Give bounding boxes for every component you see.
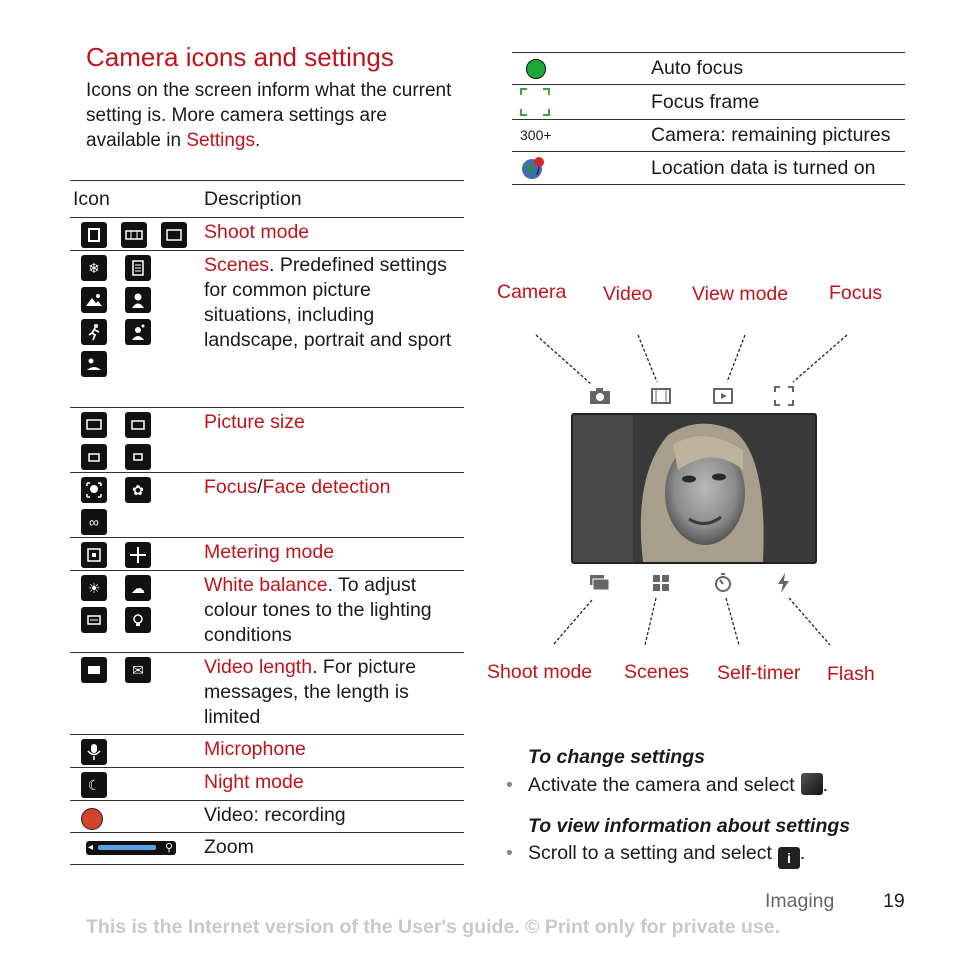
- label-focus: Focus: [829, 282, 883, 304]
- view-mode-icon: [712, 385, 734, 407]
- info-icon[interactable]: i: [778, 847, 800, 869]
- label-video: Video: [603, 283, 653, 305]
- zoom-text: Zoom: [204, 836, 254, 858]
- focus-frame-text: Focus frame: [651, 85, 905, 120]
- daylight-icon: ☀: [81, 575, 107, 601]
- auto-focus-text: Auto focus: [651, 53, 905, 85]
- portrait-image: [573, 415, 815, 562]
- label-self-timer: Self-timer: [717, 662, 801, 684]
- label-shoot-mode: Shoot mode: [487, 661, 593, 683]
- night-mode-icon: ☾: [81, 772, 107, 798]
- camera-icon: [589, 385, 611, 407]
- change-settings-step: • Activate the camera and select .: [506, 774, 829, 796]
- settings-link[interactable]: Settings: [186, 130, 255, 151]
- picture-size-link[interactable]: Picture size: [204, 411, 305, 433]
- label-flash: Flash: [827, 663, 875, 685]
- col-desc-header: Description: [204, 181, 464, 218]
- shoot-mode-icon: [589, 572, 611, 594]
- view-info-step: • Scroll to a setting and select i .: [506, 842, 805, 869]
- intro-end: .: [255, 130, 261, 151]
- video-icon: [650, 385, 672, 407]
- scenes-icon: [650, 572, 672, 594]
- page-title: Camera icons and settings: [86, 42, 394, 72]
- scene-snow-icon: ❄: [81, 255, 107, 281]
- remaining-count: 300+: [512, 120, 651, 152]
- infinity-focus-icon: ∞: [81, 509, 107, 535]
- metering-mode-link[interactable]: Metering mode: [204, 541, 335, 563]
- change-settings-end: .: [822, 774, 829, 796]
- face-detection-link[interactable]: Face detection: [262, 476, 391, 498]
- white-balance-link[interactable]: White balance: [204, 574, 328, 596]
- zoom-bar-icon: ◂ ⚲: [86, 841, 176, 855]
- shoot-mode-link[interactable]: Shoot mode: [204, 221, 310, 243]
- label-camera: Camera: [497, 281, 567, 303]
- focus-link[interactable]: Focus: [204, 476, 258, 498]
- focus-icon: [773, 385, 795, 407]
- intro-text: Icons on the screen inform what the current setting is. More camera settings are available in: [86, 80, 452, 151]
- video-length-desc: . For picture messages, the length is limited: [204, 656, 417, 728]
- scenes-desc: . Predefined settings for common picture situations, including landscape, portrait and sport: [204, 254, 452, 351]
- microphone-link[interactable]: Microphone: [204, 738, 306, 760]
- video-recording-text: Video: recording: [204, 804, 346, 826]
- change-settings-heading: To change settings: [528, 746, 705, 768]
- flash-icon: [773, 572, 795, 594]
- cloudy-icon: ☁: [125, 575, 151, 601]
- page-number: 19: [883, 890, 905, 912]
- footer-note: This is the Internet version of the User's guide. © Print only for private use.: [86, 916, 781, 938]
- white-balance-desc: . To adjust colour tones to the lighting conditions: [204, 574, 432, 646]
- change-settings-text: Activate the camera and select: [528, 774, 795, 796]
- viewfinder-photo: [571, 413, 817, 564]
- footer-section: Imaging: [765, 890, 835, 912]
- video-length-link[interactable]: Video length: [204, 656, 313, 678]
- video-length-mms-icon: ✉: [125, 657, 151, 683]
- label-scenes: Scenes: [624, 661, 690, 683]
- scenes-link[interactable]: Scenes: [204, 254, 270, 276]
- remaining-pictures-text: Camera: remaining pictures: [651, 120, 905, 152]
- view-info-heading: To view information about settings: [528, 815, 851, 837]
- label-view-mode: View mode: [692, 283, 789, 305]
- view-info-text: Scroll to a setting and select: [528, 842, 772, 864]
- settings-icon[interactable]: [801, 773, 823, 795]
- macro-focus-icon: ✿: [125, 477, 151, 503]
- view-info-end: .: [799, 842, 806, 864]
- col-icon-header: Icon: [70, 181, 204, 218]
- self-timer-icon: [712, 572, 734, 594]
- focus-separator: /: [257, 476, 263, 498]
- location-data-text: Location data is turned on: [651, 152, 905, 185]
- night-mode-link[interactable]: Night mode: [204, 771, 304, 793]
